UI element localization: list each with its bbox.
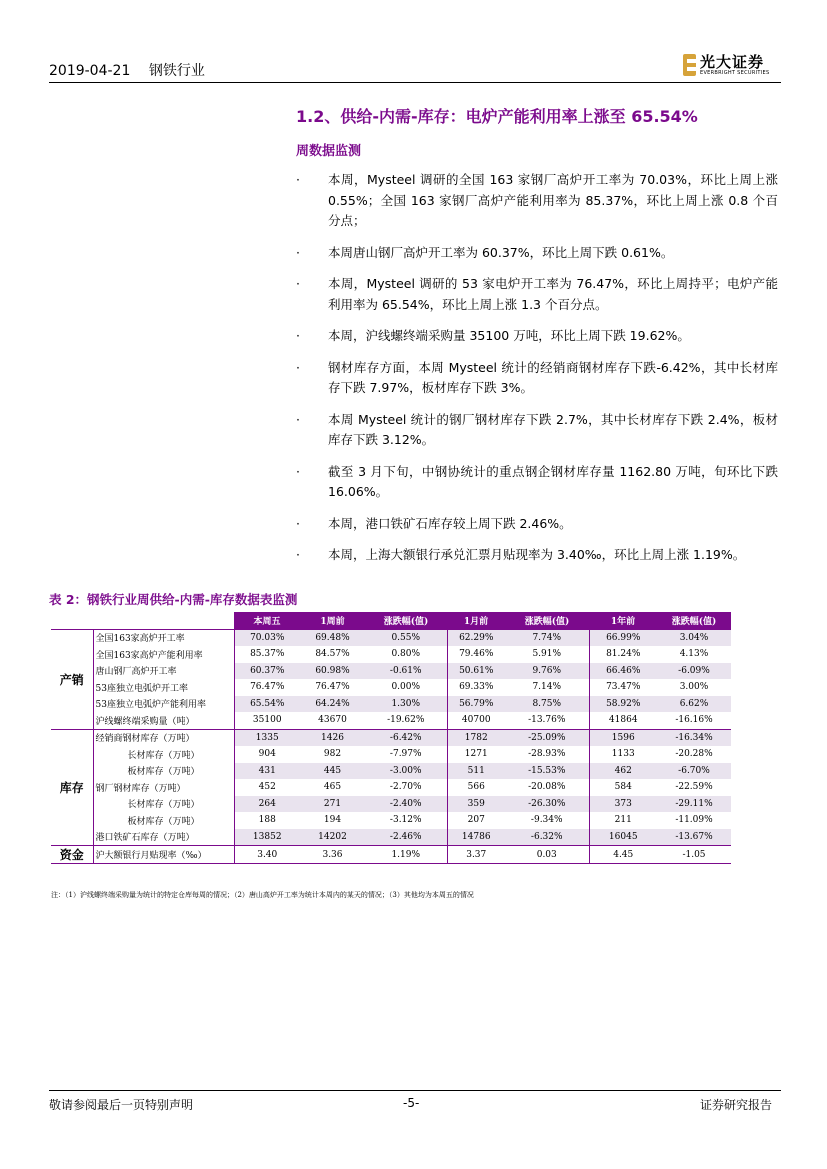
table-cell: -0.61% (365, 663, 447, 680)
section-subtitle: 周数据监测 (296, 144, 362, 159)
table-cell: 3.36 (300, 846, 365, 864)
bullet-item: · 本周，Mysteel 调研的全国 163 家钢厂高炉开工率为 70.03%，环比上周上涨 0.55%；全国 163 家钢厂高炉产能利用率为 85.37%，环比上周上涨 0.8 个百分点； (296, 170, 778, 232)
table-cell: 1133 (611, 749, 635, 760)
table-cell: 264 (234, 796, 300, 813)
table-cell: -19.62% (365, 712, 447, 729)
table-cell: -26.30% (505, 796, 589, 813)
table-cell: -29.11% (657, 796, 731, 813)
table-row (51, 663, 731, 680)
table-cell: 462 (589, 763, 657, 780)
report-date: 2019-04-21 (49, 63, 131, 79)
column-header: 涨跌幅(值) (365, 612, 447, 629)
table-cell: 3.04% (657, 629, 731, 646)
table-cell: -28.93% (505, 746, 589, 763)
table-cell: 69.48% (300, 629, 365, 646)
header-blank (93, 612, 234, 629)
group-label: 资金 (51, 846, 93, 864)
row-label: 长材库存（万吨） (93, 796, 234, 813)
table-row (51, 846, 731, 864)
table-cell: 3.00% (679, 682, 709, 693)
table-cell: 66.99% (589, 629, 657, 646)
brand-logo (683, 53, 783, 79)
table-cell: 9.76% (505, 663, 589, 680)
table-cell: 566 (467, 782, 485, 793)
table-cell: 0.00% (365, 679, 447, 696)
table-cell: 3.37 (447, 846, 505, 864)
table-cell: 188 (258, 815, 276, 826)
table-cell: -20.08% (505, 779, 589, 796)
bullet-item: · 本周，Mysteel 调研的 53 家电炉开工率为 76.47%，环比上周持平；电炉产能利用率为 65.54%，环比上周上涨 1.3 个百分点。 (296, 274, 778, 315)
table-cell: 79.46% (459, 649, 494, 660)
table-cell: -6.32% (505, 829, 589, 846)
brand-name: 光大证券 (700, 53, 765, 71)
table-cell: 62.29% (447, 629, 505, 646)
table-group (51, 846, 731, 864)
table-cell: 1.19% (365, 846, 447, 864)
table-group (51, 729, 731, 846)
row-label: 板材库存（万吨） (93, 812, 234, 829)
table-cell: 7.14% (505, 679, 589, 696)
table-cell: 431 (234, 763, 300, 780)
table-cell: 271 (300, 796, 365, 813)
row-label: 钢厂钢材库存（万吨） (93, 779, 234, 796)
table-cell: 81.24% (606, 649, 641, 660)
table-cell: 73.47% (606, 682, 641, 693)
bullet-item: · 本周 Mysteel 统计的钢厂钢材库存下跌 2.7%，其中长材库存下跌 2.4%，板材库存下跌 3.12%。 (296, 410, 778, 451)
row-label: 港口铁矿石库存（万吨） (93, 829, 234, 846)
bullet-list (296, 170, 778, 577)
table-cell: -6.70% (657, 763, 731, 780)
monitoring-table (51, 612, 731, 864)
table-cell: -1.05 (657, 846, 731, 864)
table-cell: 43670 (318, 715, 347, 726)
table-cell: -6.09% (657, 663, 731, 680)
table-cell: -16.34% (657, 729, 731, 746)
table-cell: 7.74% (505, 629, 589, 646)
table-cell: 511 (447, 763, 505, 780)
table-row (51, 779, 731, 796)
table-cell: 60.37% (234, 663, 300, 680)
column-header: 涨跌幅(值) (505, 612, 589, 629)
table-cell: 4.45 (589, 846, 657, 864)
row-label: 唐山钢厂高炉开工率 (93, 663, 234, 680)
table-cell: 8.75% (505, 696, 589, 713)
table-row (51, 696, 731, 713)
group-label: 库存 (51, 729, 93, 846)
bullet-item: · 钢材库存方面，本周 Mysteel 统计的经销商钢材库存下跌-6.42%，其中长材库存下跌 7.97%，板材库存下跌 3%。 (296, 358, 778, 399)
table-cell: -11.09% (675, 815, 713, 826)
table-cell: 584 (614, 782, 632, 793)
footer-report-type: 证券研究报告 (700, 1098, 773, 1112)
table-cell: 1271 (464, 749, 488, 760)
table-cell: 1335 (234, 729, 300, 746)
table-cell: -6.42% (365, 729, 447, 746)
row-label: 全国163家高炉开工率 (93, 629, 234, 646)
table-cell: -20.28% (675, 749, 713, 760)
table-cell: 14786 (447, 829, 505, 846)
table-cell: -9.34% (505, 812, 589, 829)
group-label: 产销 (51, 629, 93, 729)
page-number: -5- (403, 1096, 420, 1110)
table-row (51, 729, 731, 746)
logo-mark-icon (683, 54, 696, 76)
table-cell: 76.47% (250, 682, 285, 693)
table-cell: 1.30% (365, 696, 447, 713)
row-label: 板材库存（万吨） (93, 763, 234, 780)
table-cell: 76.47% (315, 682, 350, 693)
table-cell: 66.46% (589, 663, 657, 680)
table-cell: 373 (589, 796, 657, 813)
row-label: 53座独立电弧炉开工率 (93, 679, 234, 696)
table-cell: 452 (258, 782, 276, 793)
table-cell: 982 (323, 749, 342, 760)
table-row (51, 829, 731, 846)
bullet-item: · 截至 3 月下旬，中钢协统计的重点钢企钢材库存量 1162.80 万吨，旬环比下跌 16.06%。 (296, 462, 778, 503)
table-cell: 69.33% (459, 682, 494, 693)
table-cell: 904 (258, 749, 276, 760)
table-row (51, 646, 731, 663)
table-cell: 445 (300, 763, 365, 780)
table-cell: 0.80% (365, 646, 447, 663)
table-note: 注：（1）沪线螺终端采购量为统计的特定仓库每周的情况；（2）唐山高炉开工率为统计本周内的某天的情况；（3）其他均为本周五的情况 (51, 891, 474, 899)
section-title: 1.2、供给-内需-库存：电炉产能利用率上涨至 65.54% (296, 107, 698, 126)
table-cell: 41864 (608, 715, 638, 726)
table-cell: 207 (467, 815, 485, 826)
table-cell: 85.37% (250, 649, 285, 660)
table-cell: 50.61% (447, 663, 505, 680)
table-cell: -13.67% (657, 829, 731, 846)
table-cell: 3.40 (234, 846, 300, 864)
table-cell: -15.53% (505, 763, 589, 780)
table-cell: -2.40% (365, 796, 447, 813)
footer-disclaimer: 敬请参阅最后一页特别声明 (49, 1098, 194, 1112)
industry-label: 钢铁行业 (148, 63, 205, 79)
table-cell: 211 (614, 815, 632, 826)
column-header: 1年前 (589, 612, 657, 629)
table-cell: -7.97% (365, 746, 447, 763)
row-label: 53座独立电弧炉产能利用率 (93, 696, 234, 713)
table-row (51, 679, 731, 696)
table-row (51, 629, 731, 646)
page-header (49, 60, 205, 80)
table-cell: 40700 (461, 715, 491, 726)
table-row (51, 712, 731, 729)
table-cell: 1596 (589, 729, 657, 746)
table-cell: -2.70% (365, 779, 447, 796)
table-cell: -22.59% (675, 782, 713, 793)
table-cell: 1426 (300, 729, 365, 746)
table-cell: -3.12% (365, 812, 447, 829)
table-row (51, 796, 731, 813)
table-cell: 84.57% (315, 649, 350, 660)
footer-divider (49, 1090, 781, 1091)
table-cell: 64.24% (300, 696, 365, 713)
table-cell: 465 (323, 782, 342, 793)
table-cell: 70.03% (234, 629, 300, 646)
table-cell: -25.09% (505, 729, 589, 746)
column-header: 1周前 (300, 612, 365, 629)
table-header-row (51, 612, 731, 629)
table-cell: 1782 (447, 729, 505, 746)
row-label: 经销商钢材库存（万吨） (93, 729, 234, 746)
bullet-item: · 本周唐山钢厂高炉开工率为 60.37%，环比上周下跌 0.61%。 (296, 243, 778, 264)
table-cell: 194 (323, 815, 342, 826)
header-divider (49, 82, 781, 83)
table-cell: 6.62% (657, 696, 731, 713)
table-cell: 0.03 (505, 846, 589, 864)
table-title: 表 2：钢铁行业周供给-内需-库存数据表监测 (49, 592, 298, 607)
table-cell: 14202 (300, 829, 365, 846)
table-cell: 5.91% (505, 646, 589, 663)
brand-name-en: EVERBRIGHT SECURITIES (700, 70, 770, 76)
table-cell: -2.46% (365, 829, 447, 846)
table-row (51, 746, 731, 763)
table-group (51, 629, 731, 729)
table-cell: -16.16% (675, 715, 713, 726)
table-cell: 13852 (234, 829, 300, 846)
column-header: 涨跌幅(值) (657, 612, 731, 629)
table-cell: 56.79% (447, 696, 505, 713)
row-label: 全国163家高炉产能利用率 (93, 646, 234, 663)
table-cell: -3.00% (365, 763, 447, 780)
table-cell: 4.13% (679, 649, 709, 660)
table-row (51, 763, 731, 780)
row-label: 沪大额银行月贴现率（‰） (93, 846, 234, 864)
table-cell: 16045 (589, 829, 657, 846)
bullet-item: · 本周，沪线螺终端采购量 35100 万吨，环比上周下跌 19.62%。 (296, 326, 778, 347)
row-label: 沪线螺终端采购量（吨） (93, 712, 234, 729)
column-header: 1月前 (447, 612, 505, 629)
column-header: 本周五 (234, 612, 300, 629)
table-row (51, 812, 731, 829)
header-blank (51, 612, 93, 629)
row-label: 长材库存（万吨） (93, 746, 234, 763)
table-cell: 58.92% (589, 696, 657, 713)
table-cell: 65.54% (234, 696, 300, 713)
bullet-item: · 本周，港口铁矿石库存较上周下跌 2.46%。 (296, 514, 778, 535)
bullet-item: · 本周，上海大额银行承兑汇票月贴现率为 3.40‰，环比上周上涨 1.19%。 (296, 545, 778, 566)
table-cell: 0.55% (365, 629, 447, 646)
table-cell: 359 (447, 796, 505, 813)
table-cell: -13.76% (505, 712, 589, 729)
table-cell: 60.98% (300, 663, 365, 680)
table-cell: 35100 (252, 715, 282, 726)
